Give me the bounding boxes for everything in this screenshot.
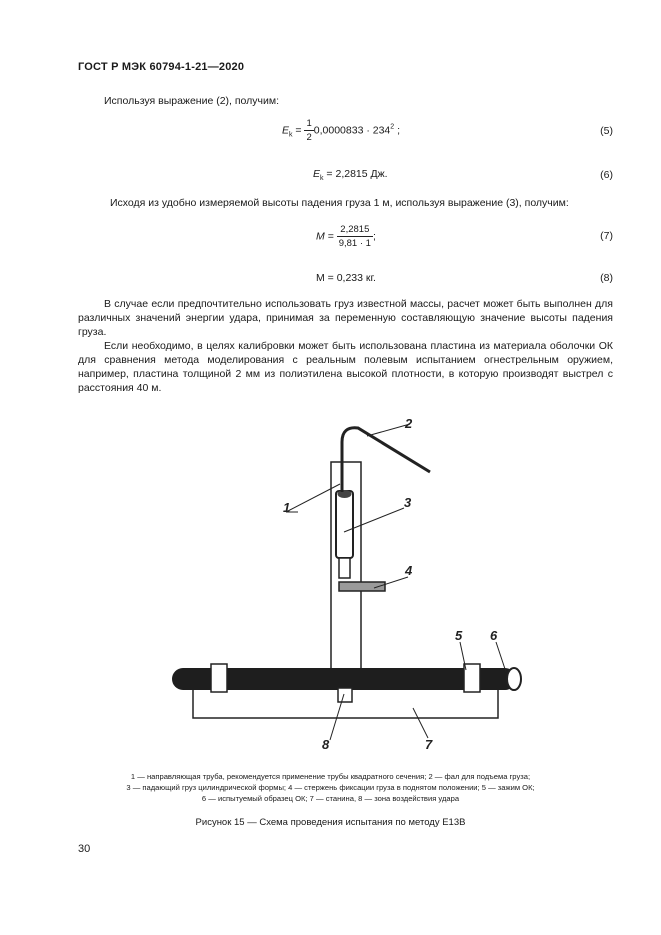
label-5: 5 — [455, 628, 463, 643]
leader-5 — [460, 642, 466, 670]
eq5-sub: k — [289, 131, 293, 139]
label-7: 7 — [425, 737, 433, 752]
label-4: 4 — [405, 563, 413, 578]
label-6: 6 — [490, 628, 498, 643]
equation-7-number: (7) — [600, 230, 613, 242]
eq5-lhs: E — [282, 124, 290, 137]
eq5-rest: 0,0000833 · 234 — [313, 124, 391, 137]
eq7-den: 9,81 · 1 — [338, 238, 371, 249]
label-2: 2 — [405, 416, 413, 431]
equation-8: M = 0,233 кг. — [316, 272, 376, 284]
eq5-tail: ; — [394, 124, 401, 137]
weight-stem — [339, 558, 350, 578]
paragraph-1: В случае если предпочтительно использовать груз известной массы, расчет может быть выполнен для различных значений энергии удара, принимая за переменную составляющую значение высоты падения груза. — [78, 298, 613, 338]
label-3: 3 — [404, 495, 412, 510]
eq7-num: 2,2815 — [337, 224, 373, 237]
intro-text-1: Используя выражение (2), получим: — [104, 95, 280, 107]
eq6-lhs: E — [313, 168, 321, 180]
eq6-sub: k — [320, 175, 324, 182]
leader-2 — [367, 424, 410, 436]
equation-8-number: (8) — [600, 272, 613, 284]
equation-5-number: (5) — [600, 125, 613, 137]
cable-clamp-right — [464, 664, 480, 692]
eq5-den: 2 — [306, 132, 312, 143]
document-header: ГОСТ Р МЭК 60794-1-21—2020 — [78, 61, 245, 73]
figure-caption: Рисунок 15 — Схема проведения испытания по методу Е13В — [195, 817, 466, 828]
eq7-lhs: M = — [316, 230, 337, 243]
figure-legend-line-2: 3 — падающий груз цилиндрической формы; 4 — стержень фиксации груза в поднятом положении; 5 — зажим ОК; — [126, 783, 535, 792]
falling-weight-top — [338, 490, 352, 498]
eq5-num: 1 — [306, 118, 312, 129]
intro-text-2: Исходя из удобно измеряемой высоты падения груза 1 м, используя выражение (3), получим: — [110, 197, 569, 209]
page-number: 30 — [78, 843, 91, 855]
eq6-rest: = 2,2815 Дж. — [323, 168, 388, 180]
eq5-exp: 2 — [390, 123, 395, 131]
equation-6-number: (6) — [600, 169, 613, 181]
eq5-op: = — [292, 124, 305, 137]
cable-clamp-left — [211, 664, 227, 692]
falling-weight — [336, 491, 353, 558]
leader-6 — [496, 642, 506, 672]
label-1: 1 — [283, 500, 291, 515]
impact-zone — [338, 688, 352, 702]
cable-end — [507, 668, 521, 690]
figure-legend-line-1: 1 — направляющая труба, рекомендуется применение трубы квадратного сечения; 2 — фал для подъема груза; — [130, 772, 531, 781]
paragraph-2: Если необходимо, в целях калибровки может быть использована пластина из материала оболочки ОК для сравнения метода моделирования с реальным полевым испытанием огнестрельным оружием, например, пластина толщиной 2 мм из полиэтилена высокой плотности, в которую производят выстрел с расстояния 40 м. — [78, 340, 613, 394]
label-8: 8 — [322, 737, 330, 752]
figure-legend-line-3: 6 — испытуемый образец ОК; 7 — станина, 8 — зона воздействия удара — [201, 794, 460, 803]
eq7-tail: ; — [372, 230, 376, 243]
